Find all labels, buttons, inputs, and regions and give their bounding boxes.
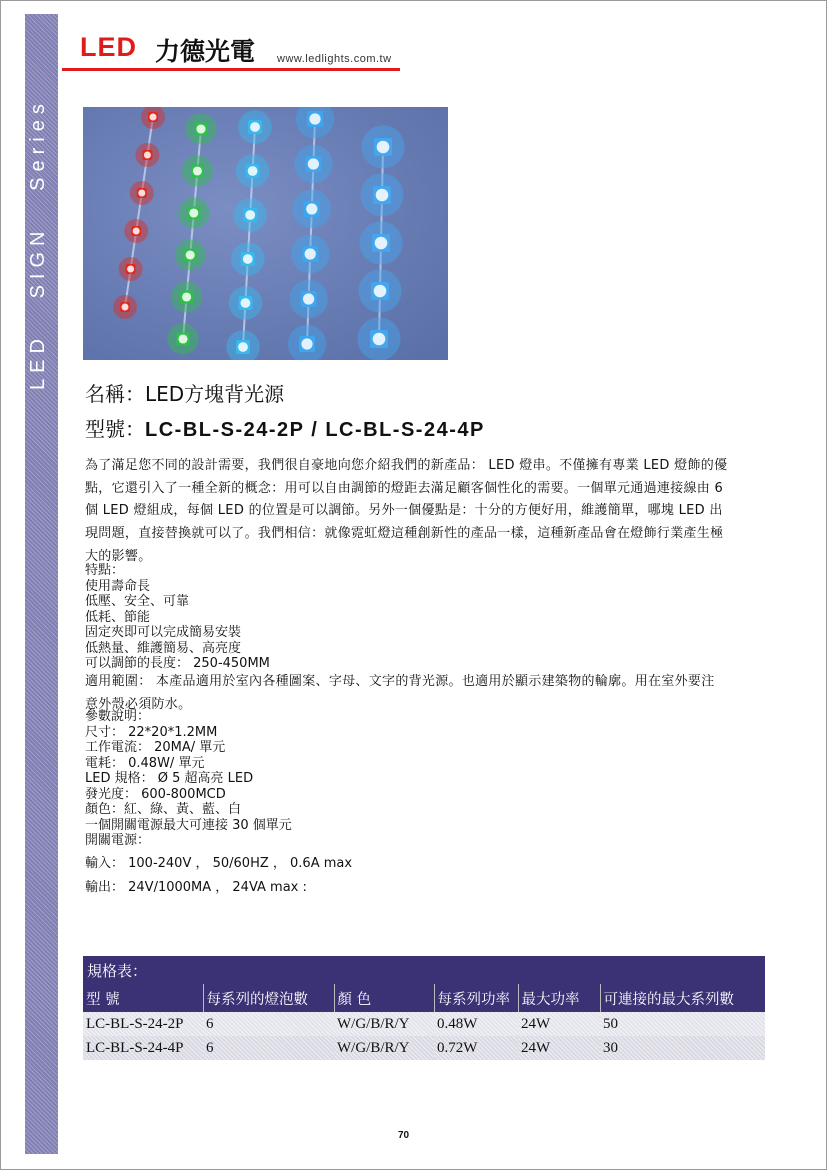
feature-item: 低壓、安全、可靠	[85, 594, 190, 609]
features-list	[85, 563, 270, 672]
col-header-color: 顏 色	[334, 984, 434, 1012]
led-core	[248, 166, 258, 176]
led-core	[308, 158, 319, 169]
page-number: 70	[398, 1130, 410, 1141]
led-core	[196, 124, 205, 133]
table-row	[83, 1036, 765, 1060]
spec-table	[83, 956, 765, 1060]
product-name: LED方塊背光源	[145, 382, 285, 406]
spec-table-caption: 規格表：	[83, 956, 765, 984]
table-cell: 0.72W	[434, 1036, 518, 1060]
header-underline	[62, 68, 400, 71]
led-core	[373, 333, 386, 346]
col-header-power-per-series: 每系列功率	[434, 984, 518, 1012]
product-name-line	[85, 378, 284, 407]
feature-item: 固定夾即可以完成簡易安裝	[85, 625, 242, 640]
led-core	[374, 285, 387, 298]
led-core	[375, 237, 388, 250]
led-core	[189, 208, 198, 217]
led-core	[376, 189, 389, 202]
power-input: 輸入： 100-240V ， 50/60HZ ， 0.6A max	[85, 856, 353, 871]
led-core	[193, 166, 202, 175]
application-paragraph	[85, 671, 785, 712]
parameters-list	[85, 709, 292, 849]
parameter-item: 尺寸： 22*20*1.2MM	[85, 724, 218, 740]
power-output: 輸出： 24V/1000MA ， 24VA max :	[85, 880, 307, 895]
company-name: 力德光電	[155, 37, 256, 66]
led-core	[122, 304, 129, 311]
intro-line: 大的影響。	[85, 549, 152, 564]
led-core	[303, 293, 314, 304]
parameter-item: LED 規格： Ø 5 超高亮 LED	[85, 771, 254, 786]
parameter-item: 發光度： 600-800MCD	[85, 786, 226, 802]
led-core	[133, 228, 140, 235]
table-cell: 0.48W	[434, 1012, 518, 1036]
table-cell: W/G/B/R/Y	[334, 1012, 434, 1036]
intro-line: 為了滿足您不同的設計需要，我們很自豪地向您介紹我們的新產品： LED 燈串。不僅擁有專業 LED 燈飾的優	[85, 458, 728, 473]
website-link[interactable]: www.ledlights.com.tw	[277, 53, 392, 65]
table-cell: LC-BL-S-24-4P	[83, 1036, 203, 1060]
table-row	[83, 1012, 765, 1036]
led-core	[243, 254, 253, 264]
led-strands-image	[83, 107, 448, 360]
table-cell: 50	[600, 1012, 765, 1036]
product-photo	[83, 107, 448, 360]
name-label: 名稱：	[85, 382, 145, 406]
model-label: 型號：	[85, 417, 145, 441]
feature-item: 可以調節的長度： 250-450MM	[85, 656, 270, 671]
col-header-bulbs: 每系列的燈泡數	[203, 984, 334, 1012]
table-cell: LC-BL-S-24-2P	[83, 1012, 203, 1036]
table-cell: 30	[600, 1036, 765, 1060]
col-header-max-series: 可連接的最大系列數	[600, 984, 765, 1012]
brand-logo: LED	[80, 32, 137, 62]
product-model: LC-BL-S-24-2P / LC-BL-S-24-4P	[145, 419, 485, 441]
parameter-item: 電耗： 0.48W/ 單元	[85, 755, 205, 771]
led-core	[138, 190, 145, 197]
led-core	[250, 122, 260, 132]
application-line: 適用範圍： 本產品適用於室內各種圖案、字母、文字的背光源。也適用於顯示建築物的輪廓。用在室外要注	[85, 674, 715, 689]
table-cell: 24W	[518, 1036, 600, 1060]
led-core	[309, 113, 320, 124]
intro-line: 個 LED 燈組成，每個 LED 的位置是可以調節。另外一個優點是：十分的方便好用，維護簡單，哪塊 LED 出	[85, 503, 723, 518]
led-core	[127, 266, 134, 273]
led-core	[150, 114, 157, 121]
table-cell: 24W	[518, 1012, 600, 1036]
intro-paragraph	[85, 455, 785, 565]
table-cell: W/G/B/R/Y	[334, 1036, 434, 1060]
table-cell: 6	[203, 1012, 334, 1036]
parameters-heading: 參數說明：	[85, 709, 151, 724]
led-core	[305, 248, 316, 259]
led-core	[178, 334, 187, 343]
feature-item: 低熱量、維護簡易、高亮度	[85, 640, 242, 656]
header	[60, 28, 400, 72]
series-label: LED SIGN Series	[27, 98, 49, 390]
led-core	[241, 298, 251, 308]
led-core	[377, 141, 390, 154]
col-header-model: 型 號	[83, 984, 203, 1012]
led-core	[245, 210, 255, 220]
table-cell: 6	[203, 1036, 334, 1060]
feature-item: 低耗、節能	[85, 609, 151, 625]
led-core	[144, 152, 151, 159]
parameter-item: 一個開關電源最大可連接 30 個單元	[85, 817, 292, 833]
col-header-max-power: 最大功率	[518, 984, 600, 1012]
intro-line: 點，它還引入了一種全新的概念：用可以自由調節的燈距去滿足顧客個性化的需要。一個單元通過連接線由 6	[85, 480, 724, 496]
feature-item: 使用壽命長	[85, 578, 151, 594]
led-core	[182, 292, 191, 301]
led-core	[238, 342, 248, 352]
product-model-line	[85, 413, 485, 442]
intro-line: 現問題，直接替換就可以了。我們相信：就像霓虹燈這種創新性的產品一樣，這種新產品會在燈飾行業產生極	[85, 525, 724, 541]
parameter-item: 工作電流： 20MA/ 單元	[85, 740, 226, 755]
features-heading: 特點：	[85, 563, 125, 578]
led-core	[306, 203, 317, 214]
parameter-item: 顏色：紅、綠、黃、藍、白	[85, 802, 242, 817]
application-line: 意外殼必須防水。	[85, 696, 192, 712]
led-core	[186, 250, 195, 259]
parameter-item: 開關電源：	[85, 833, 151, 848]
led-core	[301, 338, 312, 349]
